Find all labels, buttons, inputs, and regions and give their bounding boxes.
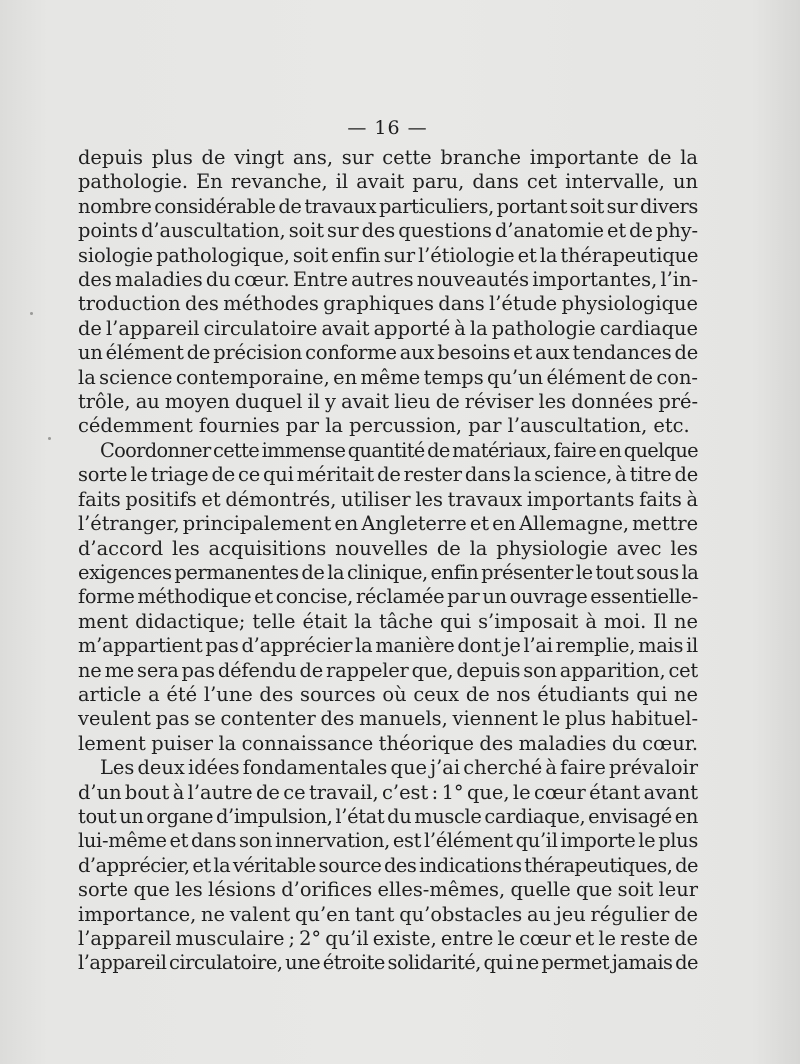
paragraph-1 (78, 146, 698, 439)
body-text (78, 146, 698, 976)
text-line: d’un bout à l’autre de ce travail, c’est : 1° que, le cœur étant avant (78, 780, 699, 804)
text-line: d’accord les acquisitions nouvelles de la physiologie avec les (78, 536, 698, 560)
paper-speck (30, 312, 33, 315)
text-line: sorte que les lésions d’orifices elles-mêmes, quelle que soit leur (78, 878, 698, 902)
text-line: exigences permanentes de la clinique, enfin présenter le tout sous la (78, 560, 699, 584)
text-line: sorte le triage de ce qui méritait de rester dans la science, à titre de (78, 463, 699, 487)
text-line: d’apprécier, et la véritable source des indications thérapeutiques, de (78, 853, 699, 877)
text-line: nombre considérable de travaux particuliers, portant soit sur divers (78, 194, 698, 218)
text-line: de l’appareil circulatoire avait apporté à la pathologie cardiaque (78, 316, 698, 340)
text-line: tout un organe d’impulsion, l’état du muscle cardiaque, envisagé en (78, 804, 698, 828)
text-line: points d’auscultation, soit sur des questions d’anatomie et de phy- (78, 219, 698, 243)
page-number: — 16 — (347, 117, 428, 139)
text-line: importance, ne valent qu’en tant qu’obstacles au jeu régulier de (78, 902, 698, 926)
text-line: article a été l’une des sources où ceux de nos étudiants qui ne (78, 682, 698, 706)
text-line: lui-même et dans son innervation, est l’élément qu’il importe le plus (78, 829, 698, 853)
paragraph-3 (78, 756, 698, 976)
text-line: l’appareil musculaire ; 2° qu’il existe, entre le cœur et le reste de (78, 927, 699, 950)
text-line: siologie pathologique, soit enfin sur l’étiologie et la thérapeutique (78, 243, 699, 267)
text-line: lement puiser la connaissance théorique des maladies du cœur. (78, 731, 698, 755)
text-line: trôle, au moyen duquel il y avait lieu de réviser les données pré- (78, 390, 699, 414)
text-line: veulent pas se contenter des manuels, viennent le plus habituel- (78, 707, 698, 731)
text-line: la science contemporaine, en même temps qu’un élément de con- (78, 365, 698, 389)
text-line: depuis plus de vingt ans, sur cette branche importante de la (78, 146, 698, 169)
text-line: Coordonner cette immense quantité de matériaux, faire en quelque (100, 438, 698, 462)
text-line: l’étranger, principalement en Angleterre et en Allemagne, mettre (78, 512, 698, 536)
text-line: pathologie. En revanche, il avait paru, dans cet intervalle, un (78, 170, 698, 194)
text-line: m’appartient pas d’apprécier la manière dont je l’ai remplie, mais il (78, 634, 698, 658)
paper-speck (48, 437, 51, 440)
text-line: troduction des méthodes graphiques dans l’étude physiologique (78, 292, 698, 316)
text-line: forme méthodique et concise, réclamée par un ouvrage essentielle- (78, 585, 698, 609)
text-line: Les deux idées fondamentales que j’ai cherché à faire prévaloir (100, 756, 699, 780)
paragraph-2 (78, 439, 698, 756)
text-line: l’appareil circulatoire, une étroite solidarité, qui ne permet jamais de (78, 951, 698, 975)
text-line: faits positifs et démontrés, utiliser les travaux importants faits à (78, 487, 699, 511)
text-line: cédemment fournies par la percussion, par l’auscultation, etc. (78, 414, 690, 438)
text-line: un élément de précision conforme aux besoins et aux tendances de (78, 341, 698, 365)
text-line: des maladies du cœur. Entre autres nouveautés importantes, l’in- (78, 268, 699, 292)
text-line: ment didactique; telle était la tâche qui s’imposait à moi. Il ne (78, 609, 698, 633)
text-line: ne me sera pas défendu de rappeler que, depuis son apparition, cet (78, 658, 699, 682)
